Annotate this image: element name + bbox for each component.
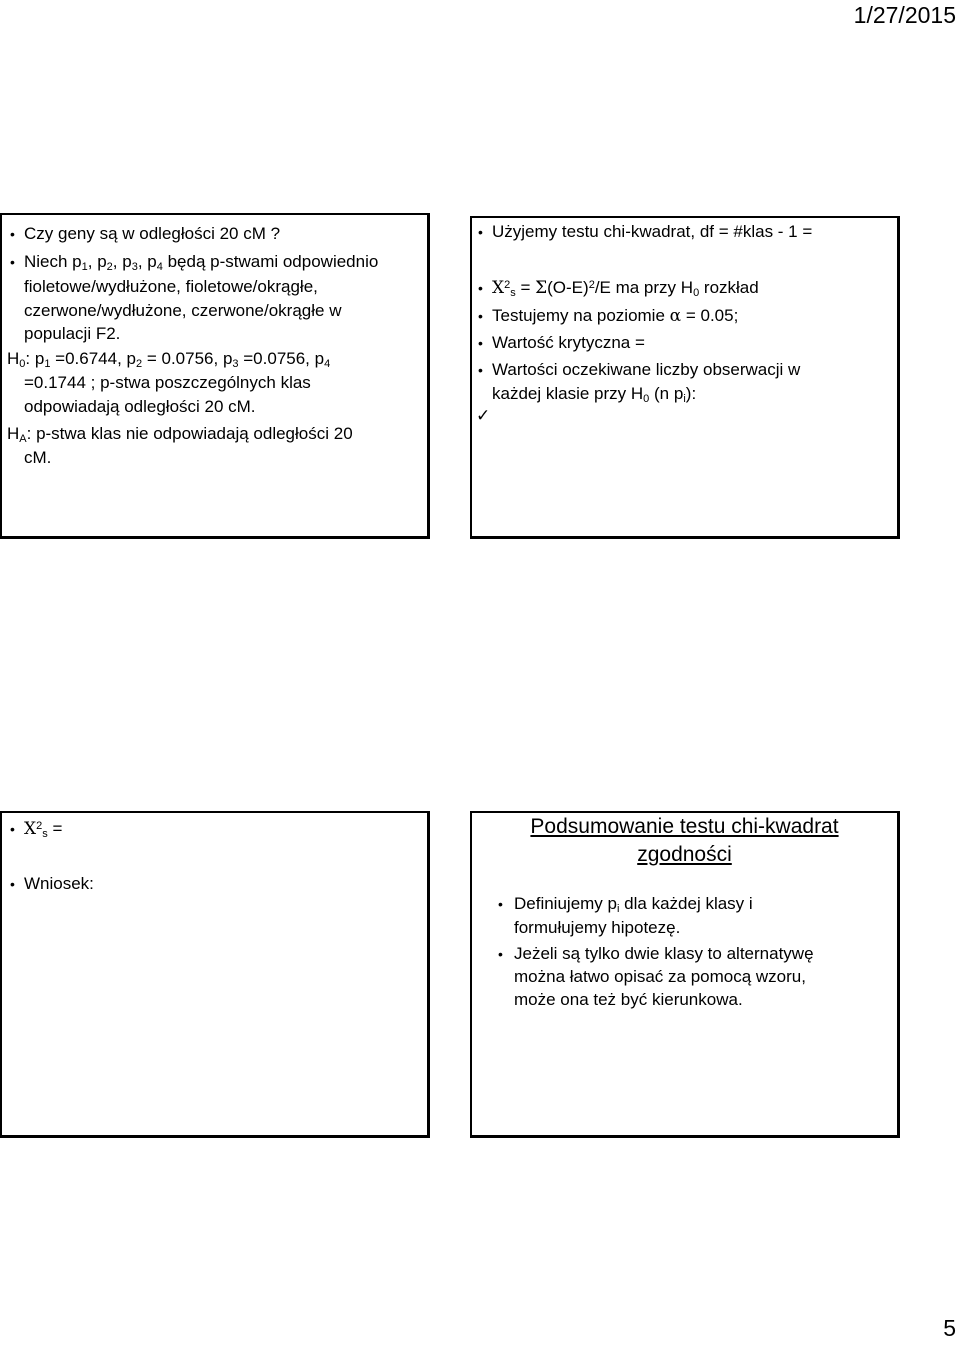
slide1-line-9: $H_A$: p-stwa klas nie odpowiadają odległości 20	[7, 424, 353, 445]
slide3-line-1: $X^2_s$ =	[24, 819, 63, 840]
slide1-line-10: cM.	[24, 448, 52, 467]
slide1-line-7: =0.1744 ; p-stwa poszczególnych klas	[24, 373, 311, 392]
slide-1	[0, 213, 430, 539]
bullet: •	[10, 821, 15, 837]
slide4-title-line-2: zgodności	[637, 843, 732, 866]
slide4-title-line-1: Podsumowanie testu chi-kwadrat	[530, 815, 839, 838]
page-number: 5	[943, 1315, 956, 1341]
slide4-bullet2-line-3: może ona też być kierunkowa.	[514, 990, 743, 1009]
slide1-line-6: $H_0$: $p_1 =0.6744$, $p_2 = 0.0756$, $p_3 =0.0756$, $p_4$	[7, 349, 331, 370]
slide1-line-2: Niech $p_1$, $p_2$, $p_3$, $p_4$ będą p-stwami odpowiednio	[24, 252, 379, 273]
slide3-line-2: Wniosek:	[24, 874, 94, 893]
bullet: •	[10, 226, 15, 242]
slide1-line-5: populacji F2.	[24, 324, 121, 343]
bullet: •	[478, 224, 483, 240]
bullet: •	[498, 946, 503, 962]
slide4-bullet1-line-2: formułujemy hipotezę.	[514, 918, 681, 937]
slide4-bullet2-line-2: można łatwo opisać za pomocą wzoru,	[514, 967, 806, 986]
slide4-bullet2-line-1: Jeżeli są tylko dwie klasy to alternatywę	[514, 944, 814, 963]
bullet: •	[478, 308, 483, 324]
slide2-line-5: Wartości oczekiwane liczby obserwacji w	[492, 360, 801, 379]
slide1-line-4: czerwone/wydłużone, czerwone/okrągłe w	[24, 301, 342, 320]
slide-2	[470, 216, 900, 539]
slide2-line-4: Wartość krytyczna =	[492, 333, 645, 352]
bullet: •	[10, 876, 15, 892]
bullet: •	[498, 896, 503, 912]
check-icon: ✓	[476, 406, 491, 426]
bullet: •	[10, 254, 15, 270]
slide2-line-3: Testujemy na poziomie α = 0.05;	[492, 306, 739, 326]
slide2-line-6: każdej klasie przy $H_0$ (n $p_i$):	[492, 384, 697, 405]
bullet: •	[478, 280, 483, 296]
slide-4	[470, 811, 900, 1138]
slide-3	[0, 811, 430, 1138]
bullet: •	[478, 362, 483, 378]
slide4-bullet1-line-1: Definiujemy $p_i$ dla każdej klasy i	[514, 894, 753, 915]
slide2-line-2: $X^2_s = \Sigma(O-E)^2/E$ ma przy $H_0$ rozkład	[492, 278, 759, 299]
slide2-line-1: Użyjemy testu chi-kwadrat, df = #klas - 1 =	[492, 222, 813, 241]
slide1-line-3: fioletowe/wydłużone, fioletowe/okrągłe,	[24, 277, 318, 296]
bullet: •	[478, 335, 483, 351]
slide1-line-1: Czy geny są w odległości 20 cM ?	[24, 224, 281, 243]
header-date: 1/27/2015	[853, 2, 956, 28]
slide1-line-8: odpowiadają odległości 20 cM.	[24, 397, 256, 416]
